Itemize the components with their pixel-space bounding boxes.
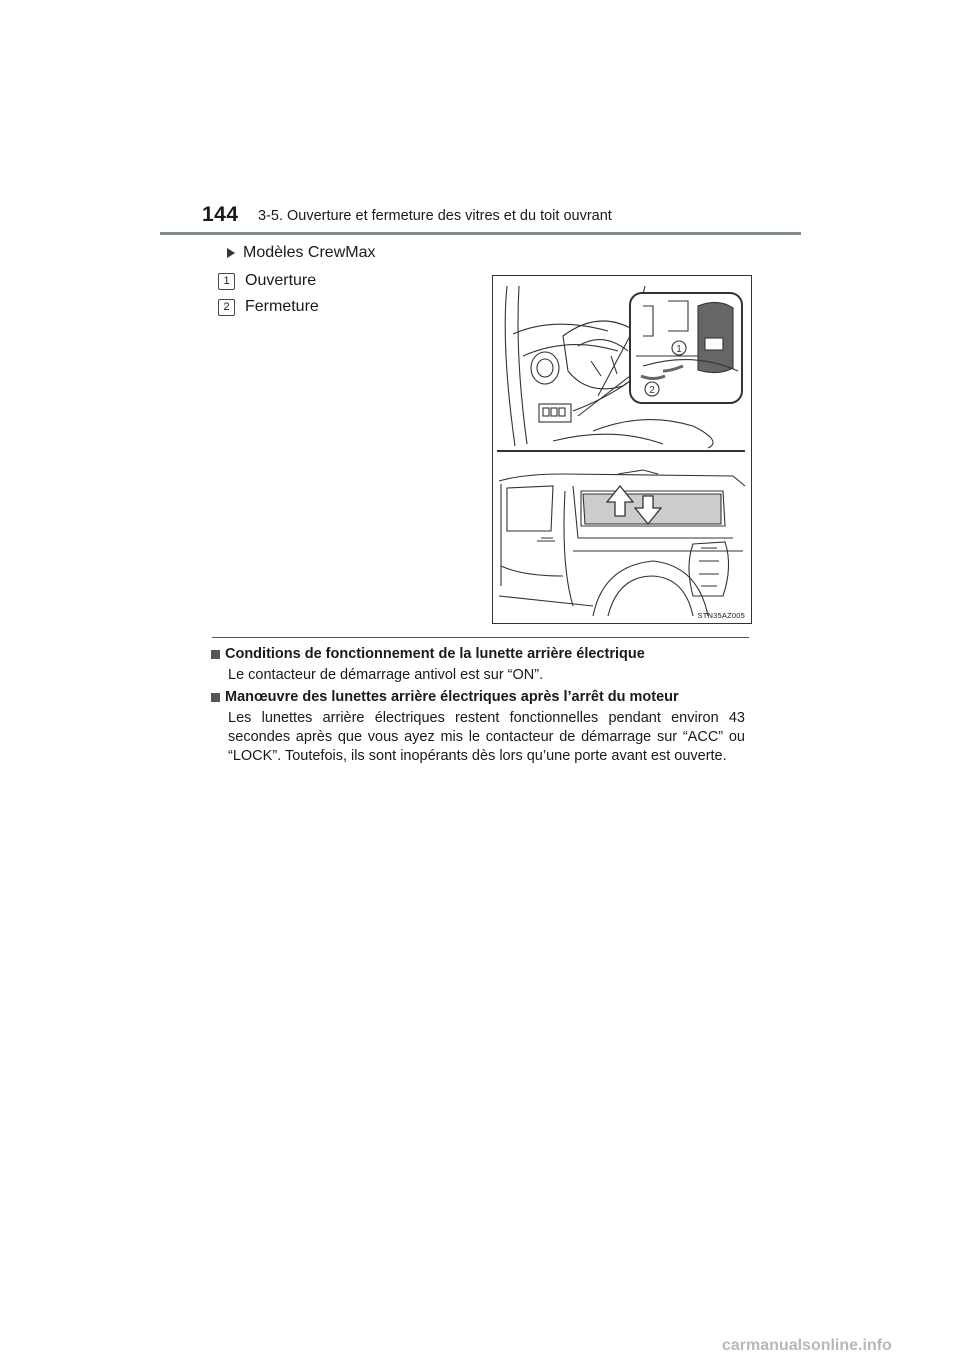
page-number: 144 — [202, 203, 239, 226]
step-number-2: 2 — [218, 299, 235, 316]
illustration-figure — [492, 275, 752, 624]
section-divider — [212, 637, 749, 638]
header-divider — [160, 232, 801, 235]
step-open — [218, 272, 316, 290]
section-heading-after-stop — [211, 689, 679, 705]
step-number-1: 1 — [218, 273, 235, 290]
callout-2: 2 — [649, 385, 655, 396]
step-open-label: Ouverture — [245, 272, 317, 289]
model-label: Modèles CrewMax — [243, 244, 376, 261]
model-heading — [227, 244, 375, 262]
section-body-after-stop: Les lunettes arrière électriques restent fonctionnelles pendant environ 43 secondes après que vous ayez mis le contacteur de démarrage sur “ACC” ou “LOCK”. Toutefois, ils sont inopérants dès lors qu’une porte avant est ouverte. — [228, 710, 745, 764]
step-close — [218, 298, 319, 316]
watermark: carmanualsonline.info — [722, 1337, 892, 1354]
rear-window-illustration — [493, 276, 751, 623]
section-heading-conditions — [211, 646, 645, 662]
section-heading-text: Conditions de fonctionnement de la lunette arrière électrique — [225, 646, 645, 662]
section-heading-text: Manœuvre des lunettes arrière électriques après l’arrêt du moteur — [225, 689, 679, 705]
square-bullet-icon — [211, 693, 220, 702]
callout-1: 1 — [676, 344, 682, 355]
step-close-label: Fermeture — [245, 298, 319, 315]
triangle-bullet-icon — [227, 248, 235, 258]
figure-code: STN35AZ005 — [697, 611, 745, 620]
section-body-conditions: Le contacteur de démarrage antivol est sur “ON”. — [228, 667, 544, 683]
square-bullet-icon — [211, 650, 220, 659]
section-title: 3-5. Ouverture et fermeture des vitres et du toit ouvrant — [258, 208, 612, 224]
